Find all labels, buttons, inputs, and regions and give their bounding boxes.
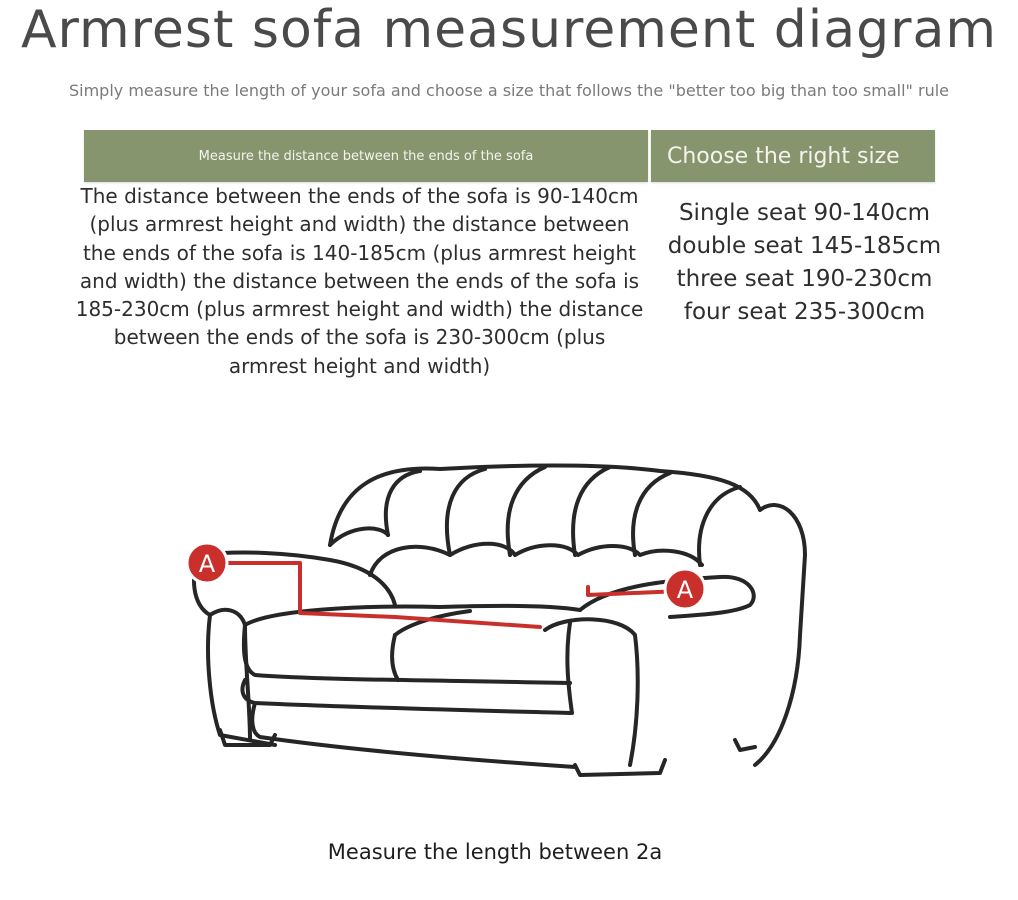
seat-front-top: [244, 625, 570, 683]
size-description: Single seat 90-140cm double seat 145-185cm three seat 190-230cm four seat 235-300cm: [667, 200, 942, 325]
sofa-foot-back: [735, 740, 755, 750]
table-header-measure-label: Measure the distance between the ends of the sofa: [198, 148, 534, 164]
back-tuft-line-3: [508, 467, 545, 555]
sofa-back-outline: [330, 466, 805, 766]
marker-a-right-label: A: [676, 576, 694, 604]
left-armrest-top: [200, 553, 395, 605]
table-header-size: [651, 130, 935, 182]
back-lower-bumps: [370, 544, 702, 575]
page-subtitle: Simply measure the length of your sofa and choose a size that follows the "better too big than too small" rule: [68, 81, 949, 100]
table-header-size-label: Choose the right size: [667, 143, 900, 169]
marker-a-left-label: A: [198, 550, 216, 578]
seat-base-top: [242, 680, 570, 713]
back-tuft-line-4: [573, 467, 610, 555]
seat-cushion-outline: [245, 606, 580, 625]
right-armrest-front: [545, 619, 638, 765]
back-tuft-1: [330, 528, 388, 545]
diagram-caption: Measure the length between 2a: [327, 840, 663, 864]
page-title: Armrest sofa measurement diagram: [20, 0, 998, 60]
back-tuft-line-6: [699, 487, 740, 565]
back-tuft-line-2: [447, 469, 485, 555]
sofa-diagram: [180, 455, 820, 785]
table-header-measure: [84, 130, 648, 182]
marker-a-right: [665, 569, 705, 609]
seat-front-divider: [392, 635, 398, 680]
right-armrest-inner: [567, 623, 572, 713]
back-tuft-line-5: [633, 473, 670, 555]
sofa-foot-right: [575, 760, 665, 775]
back-tuft-line-1: [386, 471, 420, 535]
marker-a-left: [187, 543, 227, 583]
measure-description: The distance between the ends of the sofa is 90-140cm (plus armrest height and width) the distance between the ends of the sofa is 140-185cm (plus armrest height and width) the distance between the ends of the sofa is 185-230cm (plus armrest height and width) the distance between the ends of the sofa is 230-300cm (plus armrest height and width): [75, 184, 644, 378]
